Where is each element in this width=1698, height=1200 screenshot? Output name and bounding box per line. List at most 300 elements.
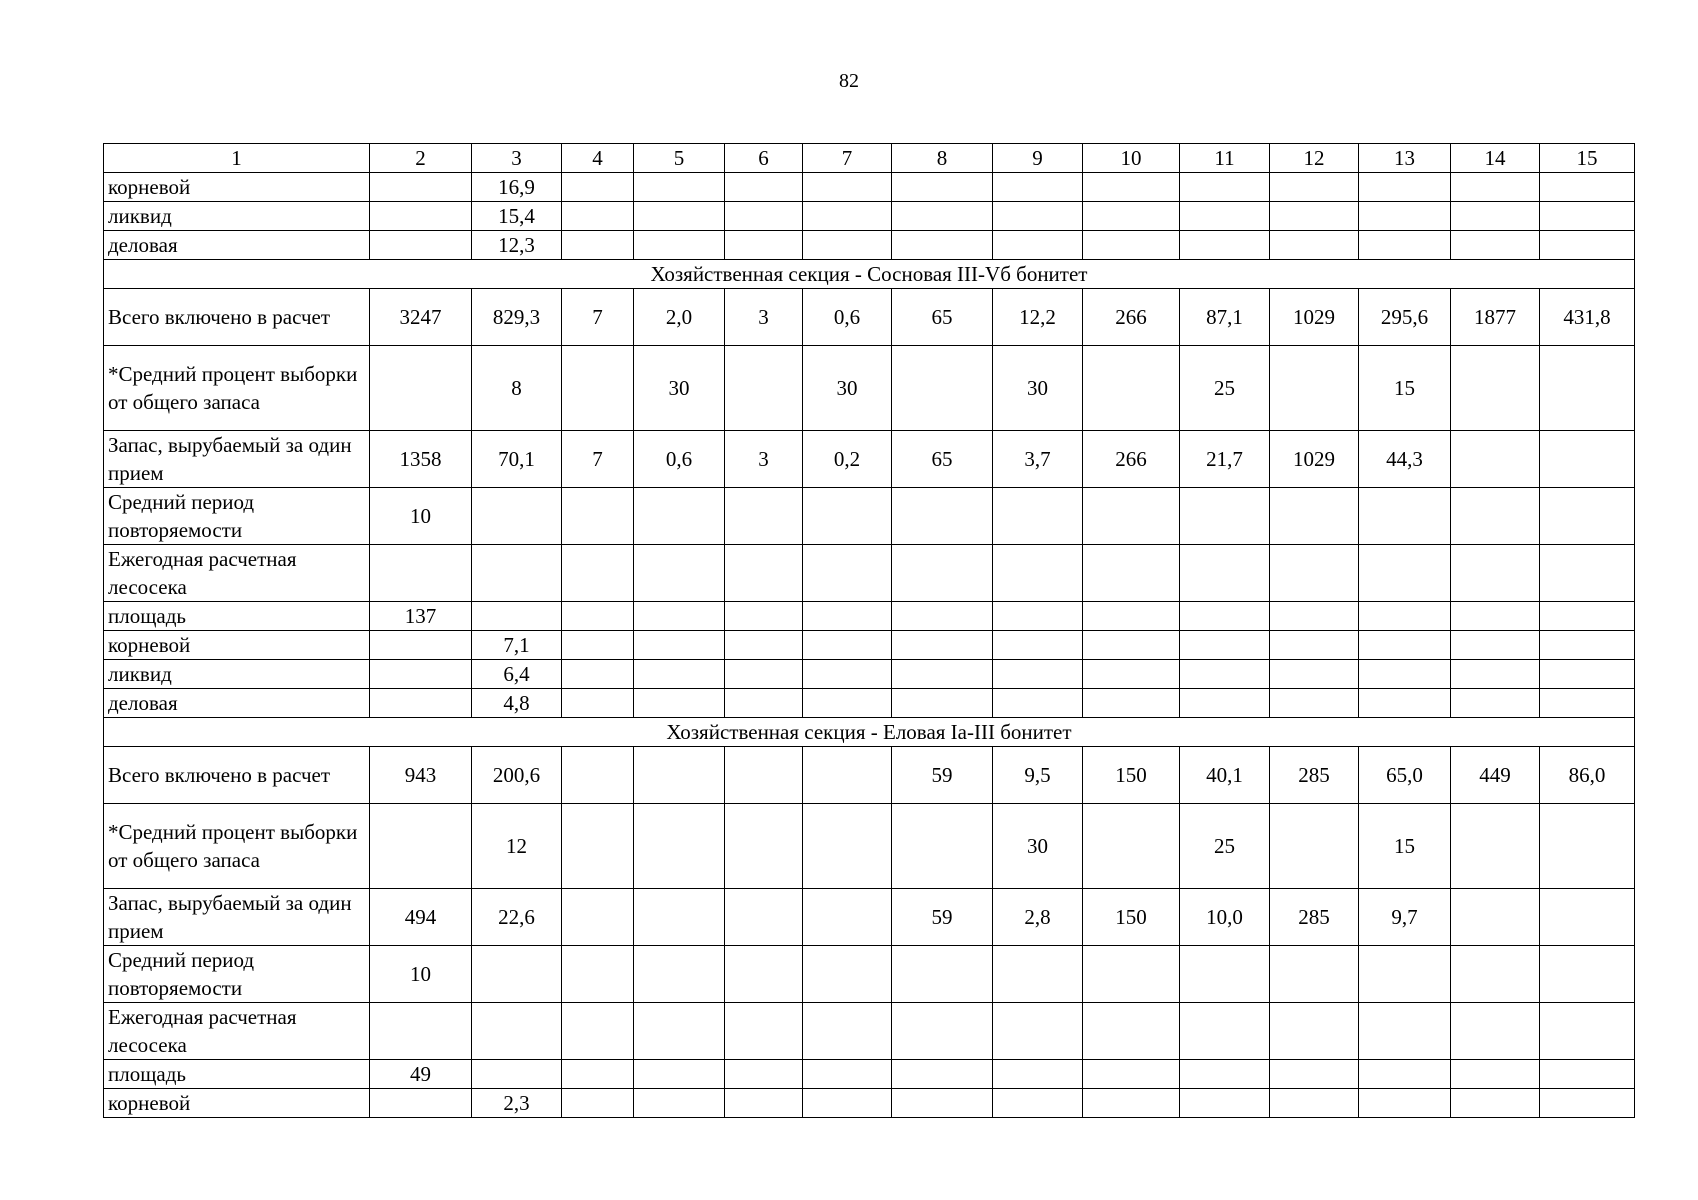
table-cell — [1083, 346, 1180, 431]
row-label: площадь — [104, 1060, 370, 1089]
row-label: площадь — [104, 602, 370, 631]
table-cell — [1451, 431, 1540, 488]
table-cell — [1451, 488, 1540, 545]
table-row — [104, 431, 1635, 488]
table-cell — [1540, 631, 1635, 660]
table-cell — [370, 173, 472, 202]
table-cell: 70,1 — [472, 431, 562, 488]
table-cell — [370, 804, 472, 889]
table-cell — [370, 1089, 472, 1118]
column-number-cell: 10 — [1083, 144, 1180, 173]
row-label: деловая — [104, 689, 370, 718]
table-cell — [803, 173, 892, 202]
table-cell: 7 — [562, 289, 634, 346]
table-cell — [1180, 1089, 1270, 1118]
table-cell — [1083, 1060, 1180, 1089]
table-cell — [370, 689, 472, 718]
column-number-cell: 4 — [562, 144, 634, 173]
table-cell — [1270, 202, 1359, 231]
table-cell — [1083, 804, 1180, 889]
table-cell — [562, 488, 634, 545]
table-cell — [1083, 1003, 1180, 1060]
table-row — [104, 689, 1635, 718]
table-cell — [472, 1060, 562, 1089]
table-row — [104, 346, 1635, 431]
table-cell — [1359, 173, 1451, 202]
table-cell — [1451, 602, 1540, 631]
section-title: Хозяйственная секция - Еловая Ia-III бонитет — [104, 718, 1635, 747]
table-cell — [1451, 946, 1540, 1003]
table-cell — [634, 1003, 725, 1060]
table-cell: 285 — [1270, 889, 1359, 946]
table-cell — [803, 946, 892, 1003]
table-cell — [803, 804, 892, 889]
table-cell: 200,6 — [472, 747, 562, 804]
row-label: корневой — [104, 631, 370, 660]
table-cell — [803, 889, 892, 946]
table-cell — [1083, 173, 1180, 202]
table-cell — [634, 231, 725, 260]
table-cell — [993, 488, 1083, 545]
table-row — [104, 1060, 1635, 1089]
table-cell — [1359, 202, 1451, 231]
table-cell — [725, 660, 803, 689]
table-cell — [370, 545, 472, 602]
table-cell: 87,1 — [1180, 289, 1270, 346]
table-cell — [1083, 660, 1180, 689]
table-cell — [1540, 1060, 1635, 1089]
table-cell — [1180, 660, 1270, 689]
table-cell — [725, 631, 803, 660]
table-cell — [1083, 946, 1180, 1003]
table-cell — [562, 689, 634, 718]
table-cell — [803, 602, 892, 631]
row-label: корневой — [104, 173, 370, 202]
table-cell — [370, 660, 472, 689]
table-cell — [725, 689, 803, 718]
table-cell — [1270, 804, 1359, 889]
table-cell — [1270, 1060, 1359, 1089]
row-label: ликвид — [104, 202, 370, 231]
table-cell — [1270, 173, 1359, 202]
table-cell — [1083, 231, 1180, 260]
table-cell — [370, 202, 472, 231]
table-cell — [370, 346, 472, 431]
table-cell — [1270, 1003, 1359, 1060]
table-cell: 49 — [370, 1060, 472, 1089]
table-cell — [1540, 545, 1635, 602]
table-cell — [1359, 946, 1451, 1003]
table-cell — [472, 488, 562, 545]
table-cell: 2,8 — [993, 889, 1083, 946]
table-cell: 1029 — [1270, 431, 1359, 488]
table-cell: 3 — [725, 289, 803, 346]
table-cell — [370, 231, 472, 260]
table-cell — [634, 545, 725, 602]
table-cell — [370, 1003, 472, 1060]
table-cell — [803, 202, 892, 231]
table-row — [104, 1003, 1635, 1060]
table-cell — [1180, 231, 1270, 260]
row-label: корневой — [104, 1089, 370, 1118]
table-cell — [634, 747, 725, 804]
table-cell — [1359, 689, 1451, 718]
table-cell — [1451, 173, 1540, 202]
column-number-cell: 5 — [634, 144, 725, 173]
table-cell — [725, 545, 803, 602]
column-number-cell: 6 — [725, 144, 803, 173]
table-cell: 15 — [1359, 346, 1451, 431]
table-cell: 2,3 — [472, 1089, 562, 1118]
table-cell — [1180, 1003, 1270, 1060]
table-cell — [634, 889, 725, 946]
table-cell — [562, 545, 634, 602]
table-cell — [1270, 946, 1359, 1003]
table-cell — [1451, 1060, 1540, 1089]
table-cell — [562, 631, 634, 660]
table-row — [104, 602, 1635, 631]
table-cell — [1451, 689, 1540, 718]
table-cell — [1359, 602, 1451, 631]
table-cell: 150 — [1083, 889, 1180, 946]
table-cell: 65 — [892, 289, 993, 346]
table-cell — [803, 488, 892, 545]
table-cell — [1359, 231, 1451, 260]
table-cell — [562, 173, 634, 202]
table-cell: 22,6 — [472, 889, 562, 946]
table-cell — [1180, 173, 1270, 202]
table-cell: 2,0 — [634, 289, 725, 346]
row-label: ликвид — [104, 660, 370, 689]
table-cell — [725, 202, 803, 231]
table-cell — [1180, 1060, 1270, 1089]
table-cell — [725, 804, 803, 889]
table-row — [104, 1089, 1635, 1118]
table-cell — [892, 545, 993, 602]
table-cell — [1180, 545, 1270, 602]
table-cell — [803, 1003, 892, 1060]
table-cell — [634, 804, 725, 889]
table-cell — [725, 231, 803, 260]
table-cell — [1270, 1089, 1359, 1118]
table-row — [104, 631, 1635, 660]
table-cell: 15,4 — [472, 202, 562, 231]
table-cell — [1359, 545, 1451, 602]
row-label: Средний период повторяемости — [104, 946, 370, 1003]
column-number-cell: 11 — [1180, 144, 1270, 173]
table-cell — [634, 660, 725, 689]
table-cell — [993, 602, 1083, 631]
table-cell — [1540, 346, 1635, 431]
table-cell — [634, 202, 725, 231]
table-cell: 12 — [472, 804, 562, 889]
table-cell — [1359, 660, 1451, 689]
table-cell: 1029 — [1270, 289, 1359, 346]
table-cell — [1540, 946, 1635, 1003]
table-row — [104, 889, 1635, 946]
table-cell — [892, 946, 993, 1003]
table-cell — [1180, 689, 1270, 718]
table-cell — [1180, 488, 1270, 545]
table-cell — [803, 660, 892, 689]
table-cell: 16,9 — [472, 173, 562, 202]
table-cell — [725, 173, 803, 202]
column-number-cell: 8 — [892, 144, 993, 173]
table-cell — [803, 545, 892, 602]
table-cell — [472, 602, 562, 631]
table-cell: 10,0 — [1180, 889, 1270, 946]
table-cell — [993, 1089, 1083, 1118]
table-cell — [370, 631, 472, 660]
header-row — [104, 144, 1635, 173]
table-cell — [803, 689, 892, 718]
table-cell — [1451, 202, 1540, 231]
row-label: Ежегодная расчетная лесосека — [104, 545, 370, 602]
column-number-cell: 9 — [993, 144, 1083, 173]
table-cell — [1083, 602, 1180, 631]
table-cell — [1270, 545, 1359, 602]
table-cell — [993, 689, 1083, 718]
table-cell — [634, 488, 725, 545]
table-cell — [1451, 1003, 1540, 1060]
table-cell — [1083, 1089, 1180, 1118]
table-cell — [1180, 946, 1270, 1003]
table-cell: 0,2 — [803, 431, 892, 488]
table-cell: 150 — [1083, 747, 1180, 804]
table-cell — [725, 889, 803, 946]
table-cell — [725, 602, 803, 631]
table-row — [104, 545, 1635, 602]
table-cell: 285 — [1270, 747, 1359, 804]
table-cell — [1451, 631, 1540, 660]
table-cell — [1359, 488, 1451, 545]
table-cell: 65,0 — [1359, 747, 1451, 804]
table-cell — [1180, 202, 1270, 231]
table-body — [104, 144, 1635, 1118]
table-cell — [1540, 231, 1635, 260]
table-cell — [1180, 602, 1270, 631]
table-cell — [1540, 431, 1635, 488]
table-cell — [562, 747, 634, 804]
table-cell — [1540, 488, 1635, 545]
table-cell — [562, 889, 634, 946]
table-cell: 30 — [993, 346, 1083, 431]
table-row — [104, 488, 1635, 545]
section-title: Хозяйственная секция - Сосновая III-Vб бонитет — [104, 260, 1635, 289]
table-cell — [1540, 202, 1635, 231]
table-cell — [562, 346, 634, 431]
table-cell — [993, 202, 1083, 231]
table-cell — [562, 804, 634, 889]
table-row — [104, 173, 1635, 202]
table-cell: 12,2 — [993, 289, 1083, 346]
table-cell: 0,6 — [634, 431, 725, 488]
table-cell — [803, 231, 892, 260]
table-cell — [892, 660, 993, 689]
table-row — [104, 231, 1635, 260]
table-cell — [892, 602, 993, 631]
column-number-cell: 14 — [1451, 144, 1540, 173]
table-cell — [1359, 1089, 1451, 1118]
table-cell: 10 — [370, 488, 472, 545]
table-cell: 15 — [1359, 804, 1451, 889]
table-cell — [1540, 1003, 1635, 1060]
row-label: Всего включено в расчет — [104, 289, 370, 346]
table-cell — [892, 346, 993, 431]
row-label: деловая — [104, 231, 370, 260]
table-cell: 7 — [562, 431, 634, 488]
table-cell — [1451, 346, 1540, 431]
table-cell: 40,1 — [1180, 747, 1270, 804]
table-cell — [892, 231, 993, 260]
column-number-cell: 12 — [1270, 144, 1359, 173]
table-row — [104, 804, 1635, 889]
table-cell — [725, 1003, 803, 1060]
table-cell: 25 — [1180, 804, 1270, 889]
table-cell: 25 — [1180, 346, 1270, 431]
table-cell — [1540, 602, 1635, 631]
table-row — [104, 289, 1635, 346]
table-cell — [993, 660, 1083, 689]
table-cell — [634, 173, 725, 202]
table-cell — [1270, 660, 1359, 689]
table-cell: 0,6 — [803, 289, 892, 346]
table-cell — [634, 1089, 725, 1118]
table-cell: 829,3 — [472, 289, 562, 346]
table-cell: 12,3 — [472, 231, 562, 260]
table-cell — [892, 488, 993, 545]
table-cell — [892, 689, 993, 718]
table-cell — [1083, 631, 1180, 660]
table-cell — [1180, 631, 1270, 660]
table-cell — [725, 747, 803, 804]
table-row — [104, 946, 1635, 1003]
table-cell — [725, 1089, 803, 1118]
table-cell — [562, 1089, 634, 1118]
row-label: *Средний процент выборки от общего запаса — [104, 346, 370, 431]
table-cell — [1083, 545, 1180, 602]
table-cell — [472, 545, 562, 602]
table-cell — [1451, 804, 1540, 889]
table-cell — [1270, 346, 1359, 431]
table-cell — [1270, 602, 1359, 631]
table-cell — [634, 602, 725, 631]
table-cell — [562, 946, 634, 1003]
table-cell — [1083, 202, 1180, 231]
table-cell: 1358 — [370, 431, 472, 488]
table-cell — [562, 231, 634, 260]
table-cell — [634, 631, 725, 660]
table-cell — [725, 946, 803, 1003]
table-cell — [725, 488, 803, 545]
table-cell — [892, 804, 993, 889]
table-cell — [472, 1003, 562, 1060]
table-cell — [725, 346, 803, 431]
table-cell — [562, 1060, 634, 1089]
row-label: Запас, вырубаемый за один прием — [104, 889, 370, 946]
table-cell — [1451, 1089, 1540, 1118]
table-cell: 7,1 — [472, 631, 562, 660]
table-cell — [892, 1089, 993, 1118]
table-cell — [1359, 1003, 1451, 1060]
table-cell — [993, 946, 1083, 1003]
table-cell: 44,3 — [1359, 431, 1451, 488]
table-cell — [803, 747, 892, 804]
column-number-cell: 13 — [1359, 144, 1451, 173]
column-number-cell: 7 — [803, 144, 892, 173]
table-cell — [993, 1060, 1083, 1089]
table-cell: 6,4 — [472, 660, 562, 689]
column-number-cell: 2 — [370, 144, 472, 173]
table-row — [104, 747, 1635, 804]
table-cell — [1083, 488, 1180, 545]
table-cell: 3 — [725, 431, 803, 488]
table-cell — [993, 173, 1083, 202]
row-label: Ежегодная расчетная лесосека — [104, 1003, 370, 1060]
table-cell: 137 — [370, 602, 472, 631]
table-cell — [1359, 631, 1451, 660]
data-table — [103, 143, 1635, 1118]
table-cell — [892, 173, 993, 202]
table-cell — [472, 946, 562, 1003]
table-cell — [993, 1003, 1083, 1060]
table-cell — [562, 602, 634, 631]
table-cell — [803, 1060, 892, 1089]
table-cell — [1540, 689, 1635, 718]
table-cell: 266 — [1083, 431, 1180, 488]
table-cell — [634, 689, 725, 718]
table-cell: 59 — [892, 889, 993, 946]
table-cell — [993, 631, 1083, 660]
table-cell — [562, 660, 634, 689]
table-cell — [725, 1060, 803, 1089]
table-cell — [1540, 173, 1635, 202]
table-cell — [892, 202, 993, 231]
table-cell: 295,6 — [1359, 289, 1451, 346]
row-label: Всего включено в расчет — [104, 747, 370, 804]
table-cell — [803, 1089, 892, 1118]
table-cell — [892, 631, 993, 660]
table-row — [104, 202, 1635, 231]
row-label: Средний период повторяемости — [104, 488, 370, 545]
table-cell — [1451, 545, 1540, 602]
table-cell — [562, 202, 634, 231]
table-cell — [993, 231, 1083, 260]
table-cell: 86,0 — [1540, 747, 1635, 804]
table-cell — [803, 631, 892, 660]
table-cell: 1877 — [1451, 289, 1540, 346]
table-row — [104, 660, 1635, 689]
table-cell — [1451, 231, 1540, 260]
column-number-cell: 15 — [1540, 144, 1635, 173]
table-cell: 9,7 — [1359, 889, 1451, 946]
table-cell: 494 — [370, 889, 472, 946]
section-header-row — [104, 718, 1635, 747]
table-cell: 21,7 — [1180, 431, 1270, 488]
page-number: 82 — [839, 70, 859, 92]
table-cell — [1270, 488, 1359, 545]
column-number-cell: 3 — [472, 144, 562, 173]
table-cell: 65 — [892, 431, 993, 488]
column-number-cell: 1 — [104, 144, 370, 173]
table-cell: 266 — [1083, 289, 1180, 346]
table-cell — [1540, 1089, 1635, 1118]
table-cell: 10 — [370, 946, 472, 1003]
row-label: Запас, вырубаемый за один прием — [104, 431, 370, 488]
table-cell: 943 — [370, 747, 472, 804]
table-cell — [1451, 889, 1540, 946]
table-cell: 30 — [993, 804, 1083, 889]
